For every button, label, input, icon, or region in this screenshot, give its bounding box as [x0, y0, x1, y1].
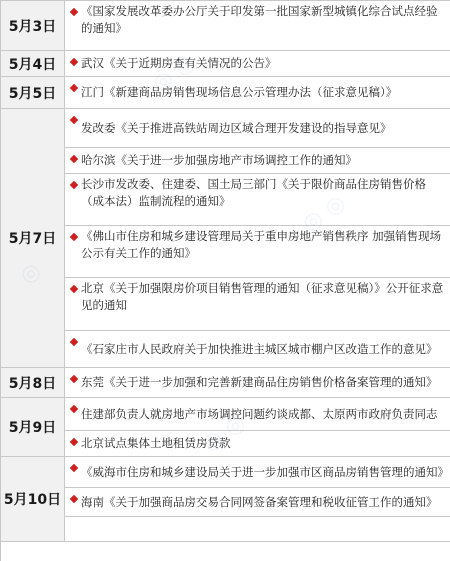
- policy-item: [65, 109, 450, 148]
- red-diamond-bullet-icon: [70, 116, 78, 124]
- red-diamond-bullet-icon: [70, 181, 78, 189]
- policy-item-empty: [65, 517, 450, 542]
- date-cell: 5月5日: [1, 77, 65, 109]
- policy-item-text: 《石家庄市人民政府关于加快推进主城区城市棚户区改造工作的意见》: [81, 341, 438, 356]
- policy-item: [65, 51, 450, 77]
- red-diamond-bullet-icon: [70, 438, 78, 446]
- policy-item: [65, 278, 450, 331]
- policy-item-text: 武汉《关于近期房查有关情况的公告》: [81, 56, 277, 70]
- red-diamond-bullet-icon: [70, 58, 78, 66]
- policy-item-text: 东莞《关于进一步加强和完善新建商品住房销售价格备案管理的通知》: [81, 375, 438, 389]
- red-diamond-bullet-icon: [70, 338, 78, 346]
- policy-item-text: 《威海市住房和城乡建设局关于进一步加强市区商品房销售管理的通知》: [81, 464, 449, 479]
- date-cell: 5月7日: [1, 109, 65, 368]
- red-diamond-bullet-icon: [70, 464, 78, 472]
- policy-item-text: 北京《关于加强限房价项目销售管理的通知（征求意见稿）》公开征求意见的通知: [81, 281, 444, 312]
- policy-item: [65, 148, 450, 174]
- red-diamond-bullet-icon: [70, 155, 78, 163]
- policy-item-text: 发改委《关于推进高铁站周边区域合理开发建设的指导意见》: [81, 120, 392, 135]
- red-diamond-bullet-icon: [70, 495, 78, 503]
- date-cell: 5月10日: [1, 457, 65, 542]
- policy-item: [65, 1, 450, 51]
- red-diamond-bullet-icon: [70, 84, 78, 92]
- red-diamond-bullet-icon: [70, 375, 78, 383]
- policy-item-text: 住建部负责人就房地产市场调控问题约谈成都、太原两市政府负责同志: [81, 406, 438, 421]
- date-cell: 5月3日: [1, 1, 65, 51]
- red-diamond-bullet-icon: [70, 233, 78, 241]
- policy-item-text: 哈尔滨《关于进一步加强房地产市场调控工作的通知》: [81, 153, 357, 167]
- date-cell: 5月9日: [1, 398, 65, 457]
- policy-item: [65, 77, 450, 109]
- policy-item: [65, 431, 450, 457]
- policy-item-text: 北京试点集体土地租赁房贷款: [81, 436, 231, 450]
- policy-item: [65, 368, 450, 398]
- red-diamond-bullet-icon: [70, 405, 78, 413]
- red-diamond-bullet-icon: [70, 8, 78, 16]
- policy-item: [65, 226, 450, 278]
- policy-item: [65, 488, 450, 517]
- policy-item: [65, 398, 450, 431]
- policy-item-text: 《佛山市住房和城乡建设管理局关于重申房地产销售秩序 加强销售现场公示有关工作的通知》: [81, 229, 442, 260]
- watermark-icon: ◎ ◎: [147, 50, 201, 97]
- red-diamond-bullet-icon: [70, 285, 78, 293]
- policy-item-text: 长沙市发改委、住建委、国土局三部门《关于限价商品住房销售价格（成本法）监制流程的通知》: [81, 177, 426, 208]
- policy-item: [65, 174, 450, 226]
- policy-item: [65, 457, 450, 488]
- policy-item-text: 海南《关于加强商品房交易合同网签备案管理和税收征管工作的通知》: [81, 494, 438, 509]
- policy-item-text: 江门《新建商品房销售现场信息公示管理办法（征求意见稿）》: [81, 85, 398, 99]
- date-cell: 5月8日: [1, 368, 65, 398]
- watermark-icon: ◎ ◎: [197, 410, 251, 457]
- watermark-icon: ◎ ◎: [297, 190, 351, 237]
- policy-item-text: 《国家发展改革委办公厅关于印发第一批国家新型城镇化综合试点经验的通知》: [81, 4, 438, 35]
- policy-item: [65, 331, 450, 368]
- date-cell: 5月4日: [1, 51, 65, 77]
